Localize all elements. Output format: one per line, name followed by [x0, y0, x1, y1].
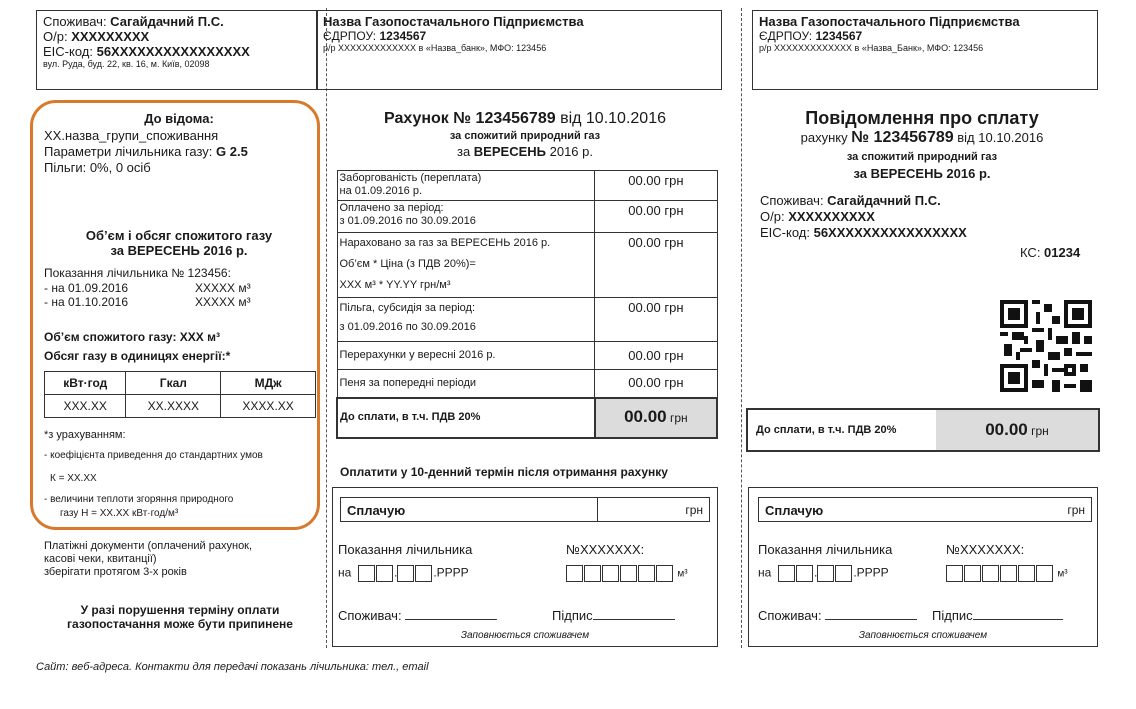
- row-amount: 00.00 грн: [595, 298, 717, 342]
- info-title: До відома:: [144, 111, 214, 126]
- meter-readings-label: Показання лічильника: [338, 542, 473, 557]
- reading-date-field[interactable]: на . .РРРР: [338, 565, 469, 582]
- unit-value-mj: XXXX.XX: [221, 395, 316, 418]
- table-row: Нараховано за газ за ВЕРЕСЕНЬ 2016 р. Об’єм * Ціна (з ПДВ 20%)= XXX м³ * YY.YY грн/м³ 00.00 грн: [337, 233, 717, 298]
- supplier-box: Назва Газопостачального Підприємства ЄДРПОУ: 1234567 р/р XXXXXXXXXXXXX в «Назва_банк», МФО: 123456: [316, 10, 722, 90]
- volume-heading: Об’єм і обсяг спожитого газу за ВЕРЕСЕНЬ 2016 р.: [85, 228, 273, 258]
- notice-ks: КС: 01234: [1020, 245, 1081, 260]
- unit-header-kwh: кВт·год: [45, 372, 126, 395]
- unit-header-mj: МДж: [221, 372, 316, 395]
- pay-label: Сплачую: [347, 503, 406, 518]
- supplier-bank-account: р/р XXXXXXXXXXXXX в «Назва_банк», МФО: 123456: [323, 43, 547, 53]
- pay-currency: грн: [685, 503, 703, 517]
- reading-value-field-right[interactable]: м³: [946, 565, 1068, 582]
- row-amount: 00.00 грн: [595, 233, 717, 298]
- invoice-period: за ВЕРЕСЕНЬ 2016 р.: [456, 144, 593, 159]
- notice-invoice: рахунку № 123456789 від 10.10.2016: [800, 129, 1044, 146]
- consumer-address-box: Споживач: Сагайдачний П.С. О/р: XXXXXXXXX ЕІС-код: 56XXXXXXXXXXXXXXXX вул. Руда, буд. 22, кв. 16, м. Київ, 02098: [36, 10, 318, 90]
- supplier-name: Назва Газопостачального Підприємства: [323, 14, 584, 29]
- reading-2-date: - на 01.10.2016: [44, 295, 129, 309]
- supplier-edrpou: 1234567: [379, 29, 427, 43]
- consumer-signature-field[interactable]: Споживач:: [338, 608, 497, 623]
- supply-warning: У разі порушення терміну оплати газопостачання може бути припинене: [67, 603, 293, 631]
- row-amount: 00.00 грн: [595, 171, 717, 201]
- total-label: До сплати, в т.ч. ПДВ 20%: [337, 398, 595, 438]
- invoice-title: Рахунок № 123456789 від 10.10.2016: [384, 110, 666, 127]
- row-amount: 00.00 грн: [595, 342, 717, 370]
- consumer-signature-field-right[interactable]: Споживач:: [758, 608, 917, 623]
- docs-note: Платіжні документи (оплачений рахунок, касові чеки, квитанції) зберігати протягом 3-х років: [44, 540, 253, 578]
- readings-title: Показання лічильника № 123456:: [44, 266, 231, 280]
- footnote-2: - коефіцієнта приведення до стандартних умов: [44, 450, 263, 461]
- pay-amount-field[interactable]: [340, 497, 710, 522]
- row-amount: 00.00 грн: [595, 370, 717, 398]
- notice-total-amount: 00.00 грн: [936, 410, 1098, 450]
- invoice-table: [336, 170, 718, 439]
- supplier-box-right: Назва Газопостачального Підприємства ЄДРПОУ: 1234567 р/р XXXXXXXXXXXXX в «Назва_Банк», МФО: 123456: [752, 10, 1098, 90]
- reading-1-value: XXXXX м³: [195, 281, 251, 295]
- consumed-volume: Об’єм спожитого газу: XXX м³: [44, 330, 220, 344]
- footnote-4: - величини теплоти згоряння природного: [44, 494, 234, 505]
- pay-amount-field-right[interactable]: Сплачую грн: [758, 497, 1092, 522]
- notice-total-label: До сплати, в т.ч. ПДВ 20%: [756, 424, 897, 436]
- supplier-name-right: Назва Газопостачального Підприємства: [759, 14, 1020, 29]
- cut-line-left: [326, 8, 327, 648]
- reading-2-value: XXXXX м³: [195, 295, 251, 309]
- meter-number-right: №XXXXXXX:: [946, 542, 1025, 557]
- footnote-5: газу Н = XX.XX кВт·год/м³: [60, 508, 179, 519]
- row-amount: 00.00 грн: [595, 201, 717, 233]
- meter-readings-label-right: Показання лічильника: [758, 542, 893, 557]
- footnote-1: *з урахуванням:: [44, 429, 126, 441]
- benefits: Пільги: 0%, 0 осіб: [44, 160, 151, 175]
- table-row: Перерахунки у вересні 2016 р. 00.00 грн: [337, 342, 717, 370]
- cut-line-right: [741, 8, 742, 648]
- table-row: Заборгованість (переплата) на 01.09.2016 р. 00.00 грн: [337, 171, 717, 201]
- meter-number: №XXXXXXX:: [566, 542, 645, 557]
- reading-date-field-right[interactable]: на . .РРРР: [758, 565, 889, 582]
- signature-field-right[interactable]: Підпис: [932, 608, 1063, 623]
- footer-contacts: Сайт: веб-адреса. Контакти для передачі показань лічильника: тел., email: [36, 661, 429, 673]
- reading-value-field[interactable]: м³: [566, 565, 688, 582]
- notice-account: О/р: XXXXXXXXXX: [760, 209, 875, 224]
- notice-title: Повідомлення про сплату: [805, 108, 1039, 128]
- table-row: Пільга, субсидія за період: з 01.09.2016 по 30.09.2016 00.00 грн: [337, 298, 717, 342]
- footnote-3: К = XX.XX: [50, 473, 97, 484]
- consumer-address: вул. Руда, буд. 22, кв. 16, м. Київ, 02098: [43, 59, 210, 69]
- notice-subtitle: за спожитий природний газ: [846, 151, 998, 163]
- qr-code-icon: [1000, 300, 1092, 392]
- payment-term: Оплатити у 10-денний термін після отримання рахунку: [340, 465, 668, 479]
- notice-eic: ЕІС-код: 56XXXXXXXXXXXXXXXX: [760, 225, 967, 240]
- energy-units-table: [44, 371, 316, 418]
- unit-value-gcal: XX.XXXX: [126, 395, 221, 418]
- account-number: XXXXXXXXX: [71, 29, 150, 44]
- unit-value-kwh: XXX.XX: [45, 395, 126, 418]
- eic-code: 56XXXXXXXXXXXXXXXX: [96, 44, 250, 59]
- table-row: Оплачено за період: з 01.09.2016 по 30.09.2016 00.00 грн: [337, 201, 717, 233]
- reading-1-date: - на 01.09.2016: [44, 281, 129, 295]
- filled-note-right: Заповнюється споживачем: [858, 630, 988, 641]
- invoice-subtitle: за спожитий природний газ: [449, 130, 601, 142]
- energy-volume: Обсяг газу в одиницях енергії:*: [44, 349, 231, 363]
- supplier-bank-account-right: р/р XXXXXXXXXXXXX в «Назва_Банк», МФО: 123456: [759, 43, 984, 53]
- filled-note: Заповнюється споживачем: [460, 630, 590, 641]
- notice-period: за ВЕРЕСЕНЬ 2016 р.: [853, 166, 991, 181]
- consumer-name: Сагайдачний П.С.: [110, 14, 224, 29]
- meter-params: Параметри лічильника газу: G 2.5: [44, 144, 248, 159]
- total-amount: 00.00 грн: [595, 398, 717, 438]
- consumer-group: XX.назва_групи_споживання: [44, 128, 219, 143]
- unit-header-gcal: Гкал: [126, 372, 221, 395]
- notice-consumer: Споживач: Сагайдачний П.С.: [760, 193, 941, 208]
- signature-field[interactable]: Підпис: [552, 608, 675, 623]
- total-row: [337, 398, 717, 438]
- table-row: Пеня за попередні періоди 00.00 грн: [337, 370, 717, 398]
- notice-total-box: [746, 408, 1100, 452]
